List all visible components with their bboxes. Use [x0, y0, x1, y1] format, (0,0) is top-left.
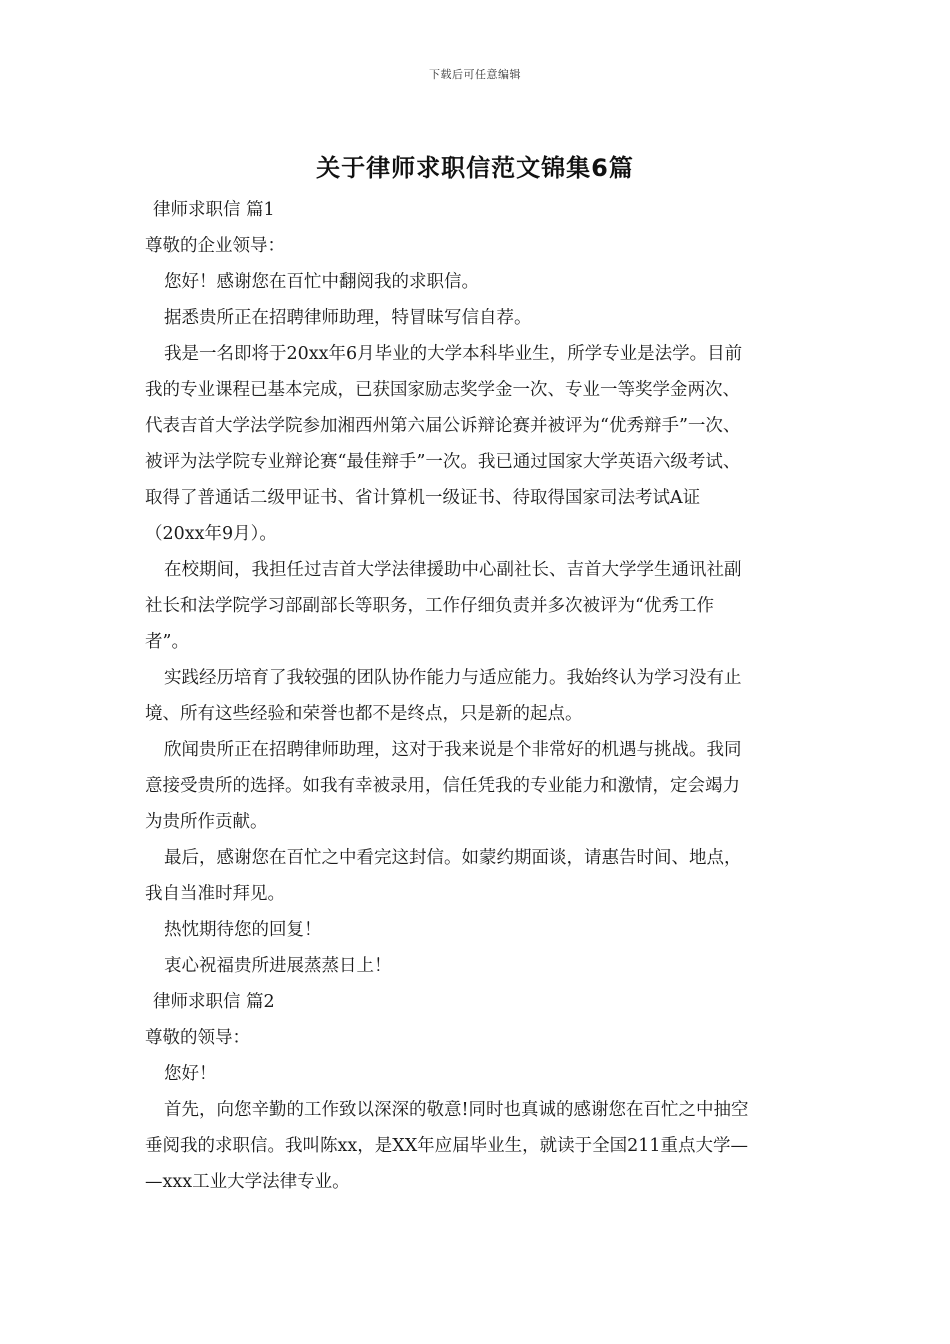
paragraph-line: 我是一名即将于20xx年6月毕业的大学本科毕业生，所学专业是法学。目前	[164, 344, 743, 364]
salutation-2: 尊敬的领导：	[145, 1028, 250, 1048]
paragraph-line: 意接受贵所的选择。如我有幸被录用，信任凭我的专业能力和激情，定会竭力	[145, 776, 740, 796]
salutation-1: 尊敬的企业领导：	[145, 236, 285, 256]
paragraph-line: 被评为法学院专业辩论赛“最佳辩手”一次。我已通过国家大学英语六级考试、	[145, 452, 741, 472]
document-title: 关于律师求职信范文锦集6篇	[316, 154, 634, 182]
paragraph-line: 最后，感谢您在百忙之中看完这封信。如蒙约期面谈，请惠告时间、地点，	[164, 848, 742, 868]
paragraph-line: 欣闻贵所正在招聘律师助理，这对于我来说是个非常好的机遇与挑战。我同	[164, 740, 742, 760]
paragraph-line: 社长和法学院学习部副部长等职务，工作仔细负责并多次被评为“优秀工作	[145, 596, 714, 616]
paragraph-line: 您好！感谢您在百忙中翻阅我的求职信。	[164, 272, 479, 292]
paragraph-line: 实践经历培育了我较强的团队协作能力与适应能力。我始终认为学习没有止	[164, 668, 742, 688]
paragraph-line: 我的专业课程已基本完成，已获国家励志奖学金一次、专业一等奖学金两次、	[145, 380, 740, 400]
paragraph-line: 衷心祝福贵所进展蒸蒸日上！	[164, 956, 392, 976]
paragraph-line: 热忱期待您的回复！	[164, 920, 322, 940]
paragraph-line: 垂阅我的求职信。我叫陈xx，是XX年应届毕业生，就读于全国211重点大学—	[145, 1136, 749, 1156]
document-body	[145, 192, 835, 1200]
section-heading-2: 律师求职信 篇2	[153, 992, 275, 1012]
paragraph-line: 您好！	[164, 1064, 217, 1084]
section-heading-1: 律师求职信 篇1	[153, 200, 275, 220]
header-note: 下载后可任意编辑	[429, 68, 521, 81]
paragraph-line: 我自当准时拜见。	[145, 884, 285, 904]
paragraph-line: 境、所有这些经验和荣誉也都不是终点，只是新的起点。	[145, 704, 583, 724]
paragraph-line: 取得了普通话二级甲证书、省计算机一级证书、待取得国家司法考试A证	[145, 488, 701, 508]
paragraph-line: 在校期间，我担任过吉首大学法律援助中心副社长、吉首大学学生通讯社副	[164, 560, 742, 580]
paragraph-line: 据悉贵所正在招聘律师助理，特冒昧写信自荐。	[164, 308, 532, 328]
paragraph-line: 为贵所作贡献。	[145, 812, 268, 832]
paragraph-line: （20xx年9月）。	[145, 524, 277, 544]
paragraph-line: 首先，向您辛勤的工作致以深深的敬意!同时也真诚的感谢您在百忙之中抽空	[164, 1100, 749, 1120]
paragraph-line: —xxx工业大学法律专业。	[145, 1172, 350, 1192]
paragraph-line: 者”。	[145, 632, 189, 652]
paragraph-line: 代表吉首大学法学院参加湘西州第六届公诉辩论赛并被评为“优秀辩手”一次、	[145, 416, 741, 436]
